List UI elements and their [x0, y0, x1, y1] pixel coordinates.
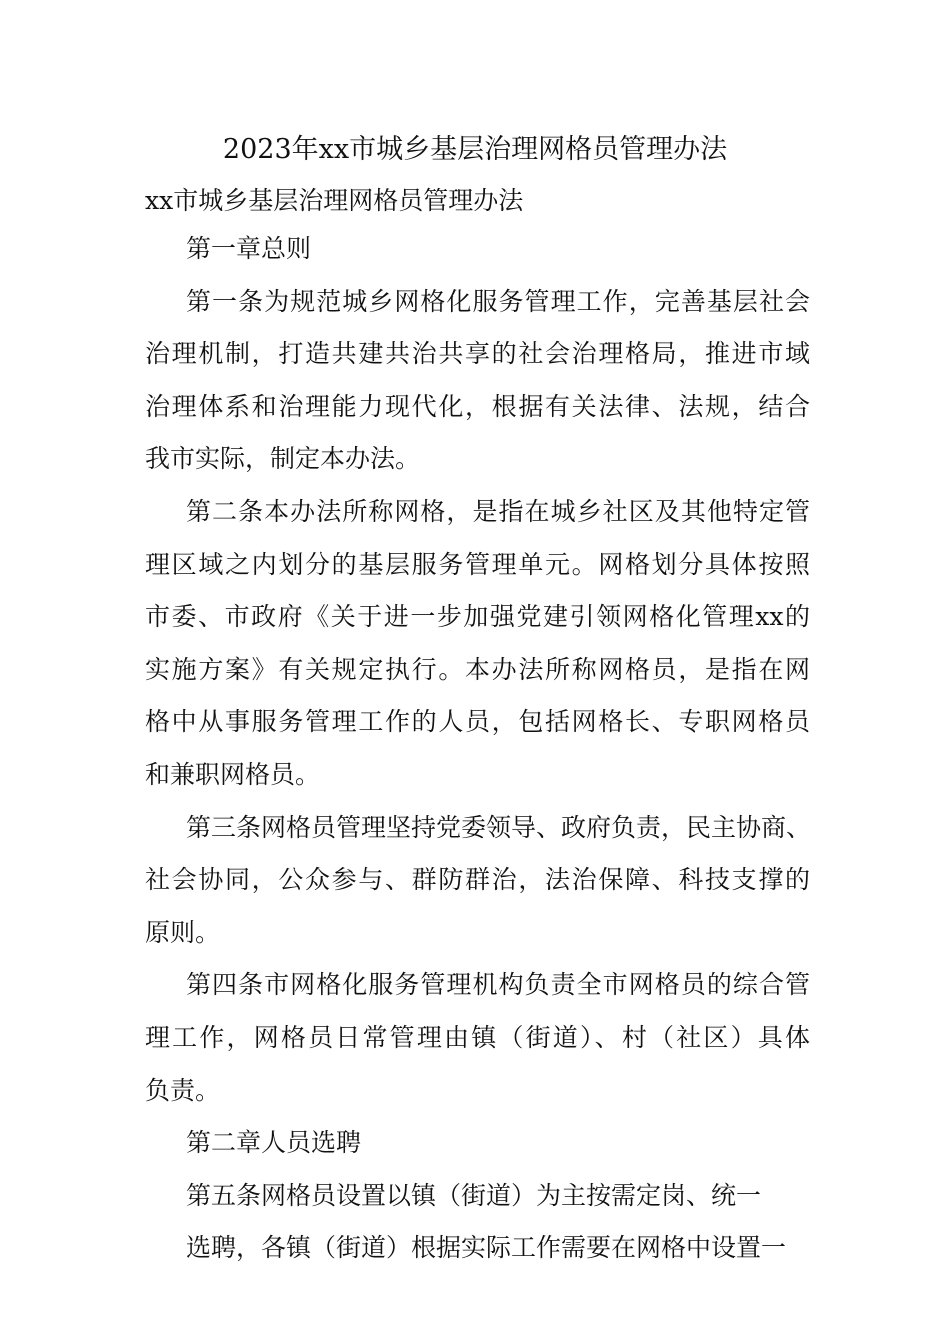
paragraph-line: 理工作，网格员日常管理由镇（街道）、村（社区）具体	[145, 1022, 810, 1052]
paragraph-line: 我市实际，制定本办法。	[145, 444, 421, 474]
paragraph-line: 第一条为规范城乡网格化服务管理工作，完善基层社会	[186, 286, 810, 316]
chapter-heading: 第二章人员选聘	[186, 1128, 362, 1158]
paragraph-line: 选聘，各镇（街道）根据实际工作需要在网格中设置一	[186, 1233, 787, 1263]
document-body	[145, 232, 810, 1284]
paragraph-line: 第五条网格员设置以镇（街道）为主按需定岗、统一	[186, 1180, 762, 1210]
document-title: 2023年xx市城乡基层治理网格员管理办法	[222, 134, 728, 165]
paragraph-line: 和兼职网格员。	[145, 759, 321, 789]
paragraph-line: 原则。	[145, 917, 221, 947]
paragraph-line: 实施方案》有关规定执行。本办法所称网格员，是指在网	[145, 654, 810, 684]
document-subtitle: xx市城乡基层治理网格员管理办法	[145, 186, 524, 215]
paragraph-line: 社会协同，公众参与、群防群治，法治保障、科技支撑的	[145, 865, 810, 895]
paragraph-line: 市委、市政府《关于进一步加强党建引领网格化管理xx的	[145, 602, 810, 632]
chapter-heading: 第一章总则	[186, 234, 312, 263]
paragraph-line: 负责。	[145, 1075, 221, 1105]
paragraph-line: 第三条网格员管理坚持党委领导、政府负责，民主协商、	[186, 812, 812, 842]
paragraph-line: 第二条本办法所称网格，是指在城乡社区及其他特定管	[186, 496, 810, 526]
paragraph-line: 治理体系和治理能力现代化，根据有关法律、法规，结合	[145, 391, 810, 421]
paragraph-line: 第四条市网格化服务管理机构负责全市网格员的综合管	[186, 970, 810, 1000]
paragraph-line: 格中从事服务管理工作的人员，包括网格长、专职网格员	[145, 707, 810, 737]
paragraph-line: 理区域之内划分的基层服务管理单元。网格划分具体按照	[145, 549, 810, 579]
paragraph-line: 治理机制，打造共建共治共享的社会治理格局，推进市域	[145, 339, 810, 369]
